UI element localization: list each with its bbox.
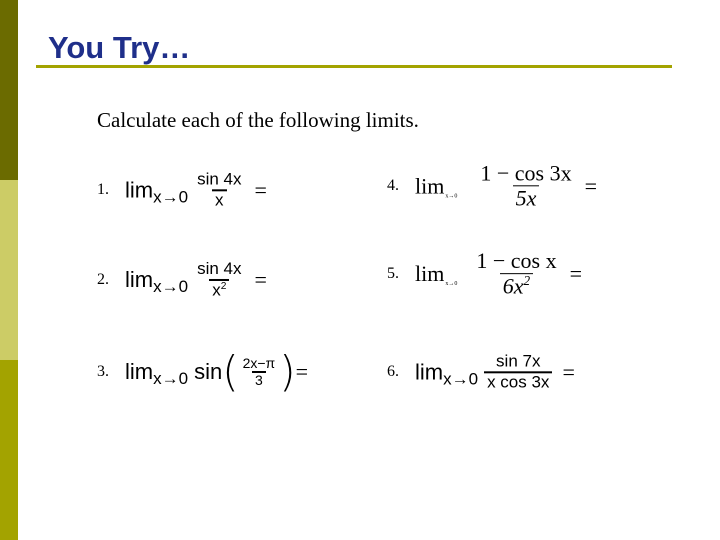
- fraction: [484, 352, 552, 391]
- denominator: x: [212, 189, 227, 210]
- limit-operator: lim x→0: [415, 173, 458, 199]
- limit-operator: lim x→0: [415, 260, 458, 287]
- sine-function: sin: [194, 359, 223, 384]
- side-bar-bottom: [0, 360, 18, 540]
- denominator: x cos 3x: [484, 371, 552, 392]
- numerator: 2x−π: [242, 354, 276, 371]
- numerator: sin 4x: [197, 258, 242, 278]
- fraction: [473, 249, 559, 299]
- slide-title: You Try…: [48, 30, 191, 65]
- limit-expression: [415, 249, 582, 299]
- fraction: [240, 356, 279, 389]
- fraction: [194, 170, 244, 209]
- right-parenthesis: ): [279, 347, 296, 396]
- problem-number: 2.: [97, 271, 109, 288]
- problem-number: 1.: [97, 181, 109, 198]
- side-bar-top: [0, 0, 18, 180]
- exponent: 2: [220, 280, 227, 292]
- fraction: [477, 161, 574, 210]
- problem-number: 4.: [387, 177, 399, 194]
- instruction-text: Calculate each of the following limits.: [97, 108, 419, 132]
- problem-number: 5.: [387, 265, 399, 282]
- left-parenthesis: (: [222, 347, 239, 396]
- problem-number: 6.: [387, 363, 399, 380]
- problem-number: 3.: [97, 363, 109, 380]
- limit-expression: [125, 170, 267, 209]
- numerator: sin 7x: [496, 351, 541, 371]
- denominator: $x^2$: [209, 279, 229, 300]
- denominator: 3: [252, 371, 266, 388]
- limit-operator: lim x→0: [125, 267, 189, 296]
- equals-sign: =: [254, 177, 267, 202]
- limit-expression: [125, 260, 267, 300]
- equals-sign: =: [254, 267, 267, 292]
- limit-expression: [125, 347, 309, 396]
- limit-expression: [415, 161, 597, 210]
- numerator: sin 4x: [197, 169, 242, 189]
- title-underline: [36, 65, 672, 68]
- denominator: 5x: [513, 186, 540, 211]
- side-bar-middle: [0, 180, 18, 360]
- equals-sign: =: [562, 359, 575, 384]
- equals-sign: =: [584, 173, 597, 198]
- limit-operator: lim x→0: [125, 177, 189, 206]
- equals-sign: =: [569, 260, 582, 286]
- exponent: 2: [523, 273, 531, 289]
- limit-operator: lim x→0: [125, 359, 189, 388]
- numerator: 1 − cos 3x: [480, 160, 572, 186]
- numerator: 1 − cos x: [476, 248, 557, 274]
- equals-sign: =: [295, 359, 309, 384]
- limit-operator: lim x→0: [415, 359, 479, 388]
- fraction: [194, 260, 244, 300]
- limit-expression: [415, 352, 575, 391]
- denominator: $6x^2$: [500, 273, 533, 299]
